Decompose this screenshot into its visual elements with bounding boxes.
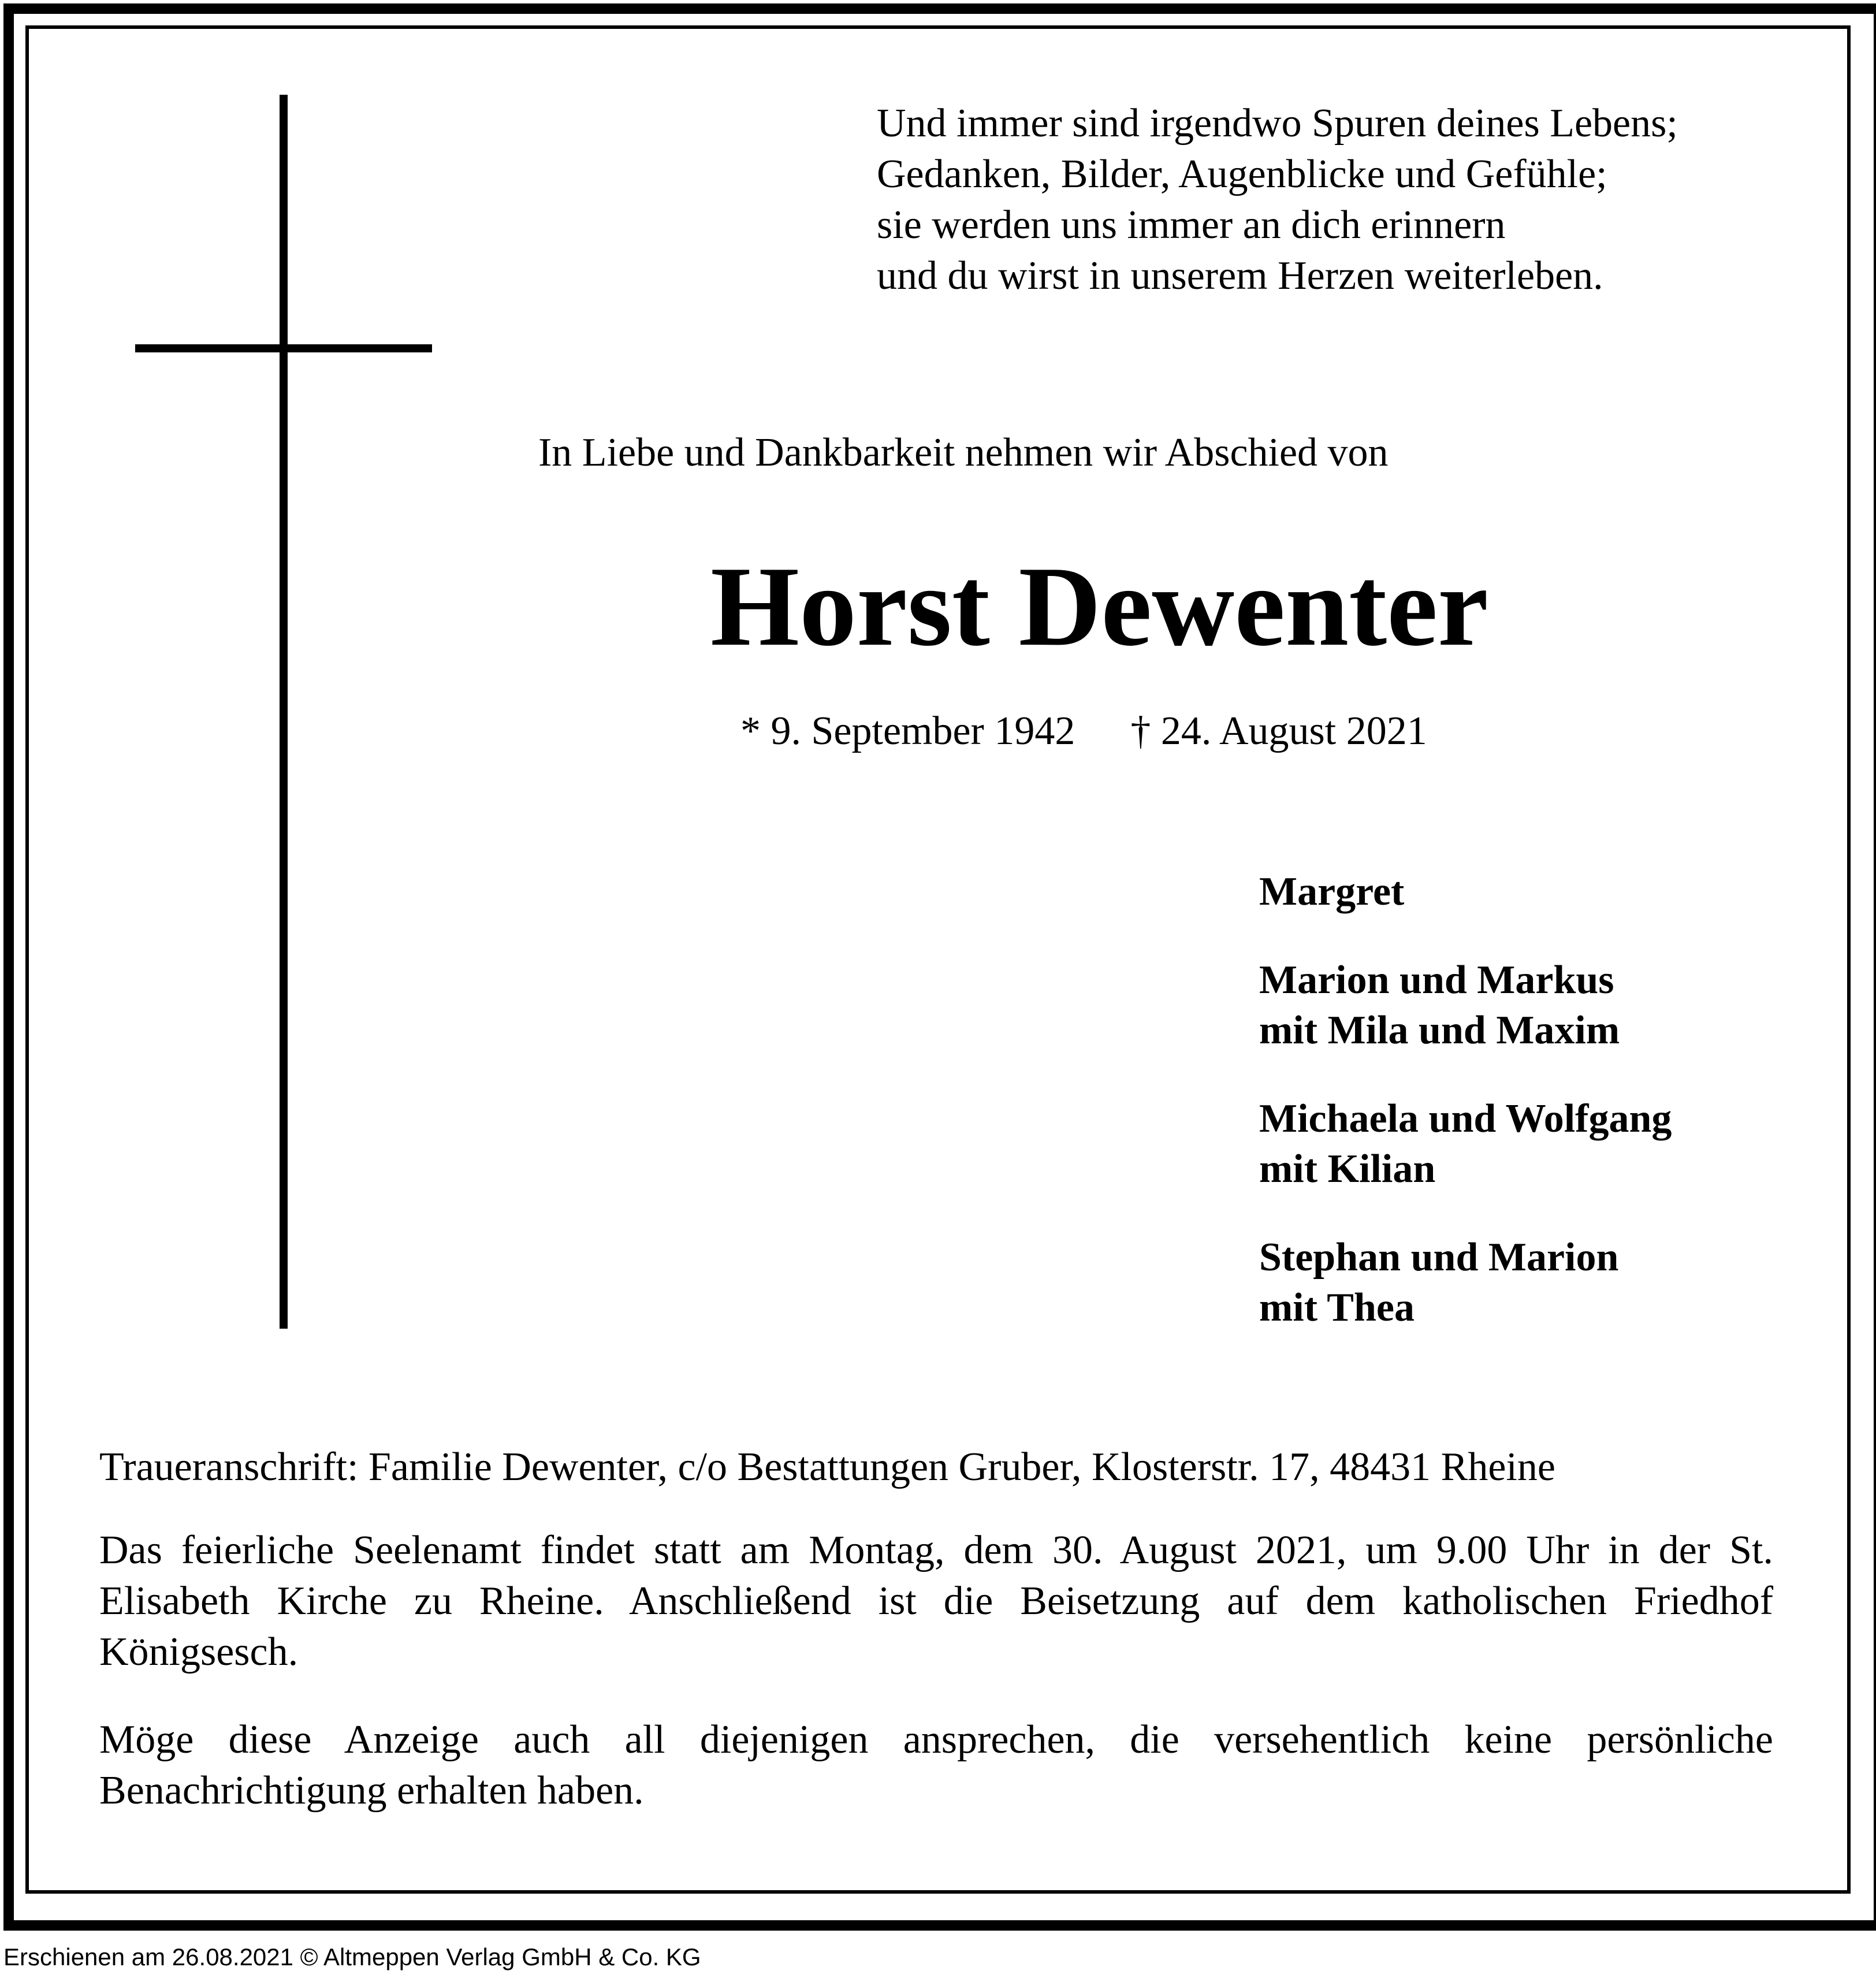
deceased-name: Horst Dewenter: [710, 543, 1488, 670]
poem-line: Gedanken, Bilder, Augenblicke und Gefühle;: [877, 152, 1607, 196]
poem-line: Und immer sind irgendwo Spuren deines Lebens;: [877, 101, 1678, 146]
mourning-address: Traueranschrift: Familie Dewenter, c/o Bestattungen Gruber, Klosterstr. 17, 48431 Rheine: [99, 1445, 1555, 1489]
mourner-line: Stephan und Marion: [1259, 1235, 1619, 1280]
mourner-line: Marion und Markus: [1259, 958, 1614, 1002]
notification-note: Möge diese Anzeige auch all diejenigen ansprechen, die versehentlich keine persönliche Benachrichtigung erhalten haben.: [99, 1717, 1773, 1813]
farewell-intro: In Liebe und Dankbarkeit nehmen wir Abschied von: [538, 430, 1389, 475]
mourners-list: [1259, 867, 1672, 1371]
mourner-group: [1259, 1094, 1672, 1194]
death-date: † 24. August 2021: [1130, 709, 1427, 753]
mourner-line: mit Kilian: [1259, 1147, 1436, 1191]
publication-footer: Erschienen am 26.08.2021 © Altmeppen Verlag GmbH & Co. KG: [3, 1943, 701, 1970]
service-info: Das feierliche Seelenamt findet statt am Montag, dem 30. August 2021, um 9.00 Uhr in der St. Elisabeth Kirche zu Rheine. Anschließend ist die Beisetzung auf dem katholischen Friedhof Königsesch.: [99, 1528, 1773, 1674]
cross-vertical-bar: [280, 95, 288, 1329]
mourner-group: [1259, 955, 1672, 1055]
mourner-line: mit Thea: [1259, 1285, 1415, 1330]
mourner-group: [1259, 867, 1672, 917]
mourner-line: Margret: [1259, 869, 1405, 914]
mourner-line: Michaela und Wolfgang: [1259, 1096, 1672, 1141]
cross-horizontal-bar: [135, 344, 432, 352]
birth-date: * 9. September 1942: [740, 709, 1075, 753]
life-dates: [740, 706, 1427, 757]
poem: [877, 98, 1678, 302]
mourner-group: [1259, 1232, 1672, 1333]
poem-line: und du wirst in unserem Herzen weiterleben.: [877, 254, 1603, 298]
poem-line: sie werden uns immer an dich erinnern: [877, 203, 1506, 247]
mourner-line: mit Mila und Maxim: [1259, 1008, 1620, 1053]
